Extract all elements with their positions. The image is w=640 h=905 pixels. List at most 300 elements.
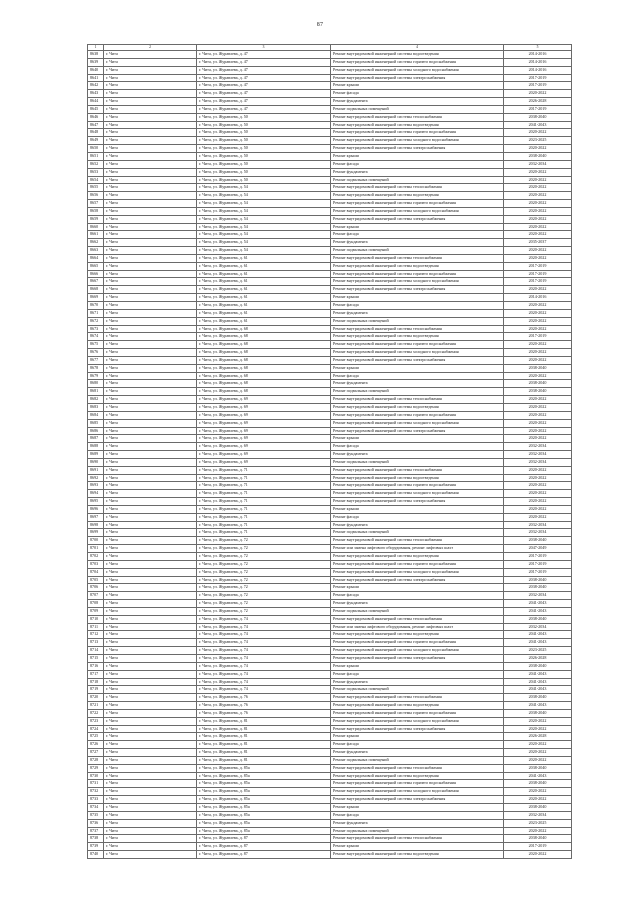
period-cell: 2014-2016 [504, 66, 572, 74]
address-cell: г. Чита, ул. Журавлева, д. 74 [197, 686, 331, 694]
address-cell: г. Чита, ул. Журавлева, д. 71 [197, 513, 331, 521]
period-cell: 2020-2022 [504, 756, 572, 764]
table-body [88, 51, 572, 859]
row-number-cell: 8699 [88, 529, 104, 537]
row-number-cell: 8658 [88, 207, 104, 215]
municipality-cell: г. Чита [104, 686, 197, 694]
address-cell: г. Чита, ул. Журавлева, д. 74 [197, 623, 331, 631]
work-type-cell: Ремонт подвальных помещений [331, 827, 504, 835]
period-cell: 2020-2022 [504, 176, 572, 184]
table-row [88, 592, 572, 600]
municipality-cell: г. Чита [104, 105, 197, 113]
table-row [88, 254, 572, 262]
work-type-cell: Ремонт крыши [331, 662, 504, 670]
table-row [88, 58, 572, 66]
work-type-cell: Ремонт крыши [331, 804, 504, 812]
address-cell: г. Чита, ул. Журавлева, д. 87 [197, 843, 331, 851]
row-number-cell: 8644 [88, 98, 104, 106]
address-cell: г. Чита, ул. Журавлева, д. 68 [197, 372, 331, 380]
row-number-cell: 8669 [88, 294, 104, 302]
period-cell: 2020-2022 [504, 200, 572, 208]
address-cell: г. Чита, ул. Журавлева, д. 69 [197, 427, 331, 435]
municipality-cell: г. Чита [104, 278, 197, 286]
work-type-cell: Ремонт внутридомовой инженерной системы горячего водоснабжения [331, 129, 504, 137]
period-cell: 2041-2043 [504, 121, 572, 129]
table-row [88, 639, 572, 647]
period-cell: 2020-2022 [504, 215, 572, 223]
row-number-cell: 8651 [88, 152, 104, 160]
municipality-cell: г. Чита [104, 113, 197, 121]
work-type-cell: Ремонт внутридомовой инженерной системы электроснабжения [331, 286, 504, 294]
table-row [88, 521, 572, 529]
period-cell: 2020-2022 [504, 482, 572, 490]
row-number-cell: 8668 [88, 286, 104, 294]
work-type-cell: Ремонт внутридомовой инженерной системы теплоснабжения [331, 396, 504, 404]
period-cell: 2017-2019 [504, 82, 572, 90]
work-type-cell: Ремонт подвальных помещений [331, 607, 504, 615]
municipality-cell: г. Чита [104, 380, 197, 388]
work-type-cell: Ремонт внутридомовой инженерной системы водоотведения [331, 333, 504, 341]
municipality-cell: г. Чита [104, 160, 197, 168]
row-number-cell: 8730 [88, 772, 104, 780]
table-row [88, 553, 572, 561]
table-row [88, 278, 572, 286]
period-cell: 2041-2043 [504, 607, 572, 615]
row-number-cell: 8685 [88, 419, 104, 427]
table-row [88, 607, 572, 615]
row-number-cell: 8694 [88, 490, 104, 498]
table-row [88, 262, 572, 270]
municipality-cell: г. Чита [104, 717, 197, 725]
row-number-cell: 8676 [88, 349, 104, 357]
municipality-cell: г. Чита [104, 780, 197, 788]
period-cell: 2032-2034 [504, 623, 572, 631]
address-cell: г. Чита, ул. Журавлева, д. 74 [197, 678, 331, 686]
municipality-cell: г. Чита [104, 529, 197, 537]
address-cell: г. Чита, ул. Журавлева, д. 72 [197, 545, 331, 553]
address-cell: г. Чита, ул. Журавлева, д. 54 [197, 239, 331, 247]
table-row [88, 356, 572, 364]
municipality-cell: г. Чита [104, 819, 197, 827]
address-cell: г. Чита, ул. Журавлева, д. 61 [197, 278, 331, 286]
row-number-cell: 8691 [88, 466, 104, 474]
address-cell: г. Чита, ул. Журавлева, д. 76 [197, 702, 331, 710]
table-row [88, 207, 572, 215]
row-number-cell: 8672 [88, 317, 104, 325]
row-number-cell: 8695 [88, 498, 104, 506]
period-cell: 2020-2022 [504, 168, 572, 176]
address-cell: г. Чита, ул. Журавлева, д. 54 [197, 231, 331, 239]
address-cell: г. Чита, ул. Журавлева, д. 87 [197, 851, 331, 859]
row-number-cell: 8670 [88, 302, 104, 310]
period-cell: 2020-2022 [504, 717, 572, 725]
row-number-cell: 8727 [88, 749, 104, 757]
table-row [88, 780, 572, 788]
row-number-cell: 8705 [88, 576, 104, 584]
table-row [88, 851, 572, 859]
work-type-cell: Ремонт внутридомовой инженерной системы водоотведения [331, 851, 504, 859]
work-type-cell: Ремонт подвальных помещений [331, 458, 504, 466]
work-type-cell: Ремонт внутридомовой инженерной системы водоотведения [331, 403, 504, 411]
work-type-cell: Ремонт фундамента [331, 168, 504, 176]
row-number-cell: 8653 [88, 168, 104, 176]
table-row [88, 827, 572, 835]
work-type-cell: Ремонт внутридомовой инженерной системы горячего водоснабжения [331, 341, 504, 349]
municipality-cell: г. Чита [104, 349, 197, 357]
work-type-cell: Ремонт фасада [331, 372, 504, 380]
work-type-cell: Ремонт внутридомовой инженерной системы горячего водоснабжения [331, 200, 504, 208]
row-number-cell: 8713 [88, 639, 104, 647]
row-number-cell: 8646 [88, 113, 104, 121]
municipality-cell: г. Чита [104, 82, 197, 90]
table-row [88, 788, 572, 796]
work-type-cell: Ремонт внутридомовой инженерной системы холодного водоснабжения [331, 490, 504, 498]
table-row [88, 90, 572, 98]
row-number-cell: 8736 [88, 819, 104, 827]
municipality-cell: г. Чита [104, 623, 197, 631]
municipality-cell: г. Чита [104, 764, 197, 772]
table-row [88, 215, 572, 223]
row-number-cell: 8716 [88, 662, 104, 670]
table-row [88, 584, 572, 592]
row-number-cell: 8674 [88, 333, 104, 341]
period-cell: 2020-2022 [504, 827, 572, 835]
table-row [88, 654, 572, 662]
municipality-cell: г. Чита [104, 639, 197, 647]
work-type-cell: Ремонт внутридомовой инженерной системы холодного водоснабжения [331, 419, 504, 427]
work-type-cell: Ремонт фасада [331, 90, 504, 98]
row-number-cell: 8675 [88, 341, 104, 349]
period-cell: 2038-2040 [504, 709, 572, 717]
work-type-cell: Ремонт внутридомовой инженерной системы теплоснабжения [331, 835, 504, 843]
address-cell: г. Чита, ул. Журавлева, д. 76 [197, 694, 331, 702]
address-cell: г. Чита, ул. Журавлева, д. 69 [197, 435, 331, 443]
period-cell: 2038-2040 [504, 804, 572, 812]
address-cell: г. Чита, ул. Журавлева, д. 69 [197, 419, 331, 427]
municipality-cell: г. Чита [104, 458, 197, 466]
row-number-cell: 8737 [88, 827, 104, 835]
period-cell: 2020-2022 [504, 325, 572, 333]
table-row [88, 286, 572, 294]
address-cell: г. Чита, ул. Журавлева, д. 85а [197, 780, 331, 788]
address-cell: г. Чита, ул. Журавлева, д. 61 [197, 294, 331, 302]
table-row [88, 835, 572, 843]
address-cell: г. Чита, ул. Журавлева, д. 71 [197, 521, 331, 529]
work-type-cell: Ремонт фасада [331, 513, 504, 521]
address-cell: г. Чита, ул. Журавлева, д. 68 [197, 325, 331, 333]
period-cell: 2017-2019 [504, 74, 572, 82]
work-type-cell: Ремонт внутридомовой инженерной системы электроснабжения [331, 654, 504, 662]
municipality-cell: г. Чита [104, 851, 197, 859]
period-cell: 2032-2034 [504, 451, 572, 459]
municipality-cell: г. Чита [104, 74, 197, 82]
period-cell: 2020-2022 [504, 254, 572, 262]
table-row [88, 702, 572, 710]
address-cell: г. Чита, ул. Журавлева, д. 72 [197, 607, 331, 615]
table-row [88, 129, 572, 137]
row-number-cell: 8679 [88, 372, 104, 380]
row-number-cell: 8733 [88, 796, 104, 804]
period-cell: 2017-2019 [504, 262, 572, 270]
address-cell: г. Чита, ул. Журавлева, д. 50 [197, 168, 331, 176]
table-row [88, 623, 572, 631]
table-row [88, 66, 572, 74]
work-type-cell: Ремонт внутридомовой инженерной системы теплоснабжения [331, 325, 504, 333]
table-row [88, 443, 572, 451]
table-row [88, 184, 572, 192]
municipality-cell: г. Чита [104, 702, 197, 710]
table-row [88, 302, 572, 310]
work-type-cell: Ремонт внутридомовой инженерной системы горячего водоснабжения [331, 270, 504, 278]
table-row [88, 341, 572, 349]
work-type-cell: Ремонт внутридомовой инженерной системы водоотведения [331, 631, 504, 639]
address-cell: г. Чита, ул. Журавлева, д. 71 [197, 529, 331, 537]
table-row [88, 600, 572, 608]
work-type-cell: Ремонт внутридомовой инженерной системы электроснабжения [331, 498, 504, 506]
municipality-cell: г. Чита [104, 662, 197, 670]
work-type-cell: Ремонт подвальных помещений [331, 756, 504, 764]
address-cell: г. Чита, ул. Журавлева, д. 61 [197, 270, 331, 278]
period-cell: 2041-2043 [504, 600, 572, 608]
period-cell: 2020-2022 [504, 341, 572, 349]
municipality-cell: г. Чита [104, 545, 197, 553]
work-type-cell: Ремонт подвальных помещений [331, 686, 504, 694]
row-number-cell: 8709 [88, 607, 104, 615]
period-cell: 2020-2022 [504, 796, 572, 804]
address-cell: г. Чита, ул. Журавлева, д. 74 [197, 670, 331, 678]
period-cell: 2032-2034 [504, 443, 572, 451]
municipality-cell: г. Чита [104, 553, 197, 561]
municipality-cell: г. Чита [104, 435, 197, 443]
period-cell: 2032-2034 [504, 592, 572, 600]
period-cell: 2041-2043 [504, 631, 572, 639]
period-cell: 2041-2043 [504, 702, 572, 710]
table-row [88, 451, 572, 459]
table-row [88, 113, 572, 121]
table-row [88, 317, 572, 325]
period-cell: 2038-2040 [504, 388, 572, 396]
table-row [88, 388, 572, 396]
work-type-cell: Ремонт внутридомовой инженерной системы водоотведения [331, 51, 504, 59]
municipality-cell: г. Чита [104, 51, 197, 59]
period-cell: 2020-2022 [504, 474, 572, 482]
period-cell: 2038-2040 [504, 764, 572, 772]
municipality-cell: г. Чита [104, 474, 197, 482]
period-cell: 2020-2022 [504, 192, 572, 200]
work-type-cell: Ремонт внутридомовой инженерной системы теплоснабжения [331, 184, 504, 192]
address-cell: г. Чита, ул. Журавлева, д. 85а [197, 804, 331, 812]
municipality-cell: г. Чита [104, 254, 197, 262]
municipality-cell: г. Чита [104, 145, 197, 153]
row-number-cell: 8740 [88, 851, 104, 859]
table-row [88, 670, 572, 678]
municipality-cell: г. Чита [104, 576, 197, 584]
row-number-cell: 8673 [88, 325, 104, 333]
address-cell: г. Чита, ул. Журавлева, д. 68 [197, 364, 331, 372]
work-type-cell: Ремонт внутридомовой инженерной системы электроснабжения [331, 796, 504, 804]
row-number-cell: 8647 [88, 121, 104, 129]
row-number-cell: 8692 [88, 474, 104, 482]
row-number-cell: 8725 [88, 733, 104, 741]
municipality-cell: г. Чита [104, 286, 197, 294]
work-type-cell: Ремонт внутридомовой инженерной системы горячего водоснабжения [331, 639, 504, 647]
row-number-cell: 8662 [88, 239, 104, 247]
table-row [88, 176, 572, 184]
municipality-cell: г. Чита [104, 451, 197, 459]
address-cell: г. Чита, ул. Журавлева, д. 54 [197, 184, 331, 192]
row-number-cell: 8665 [88, 262, 104, 270]
work-type-cell: Ремонт крыши [331, 223, 504, 231]
work-type-cell: Ремонт фундамента [331, 819, 504, 827]
table-row [88, 678, 572, 686]
municipality-cell: г. Чита [104, 756, 197, 764]
municipality-cell: г. Чита [104, 749, 197, 757]
period-cell: 2041-2043 [504, 686, 572, 694]
address-cell: г. Чита, ул. Журавлева, д. 85а [197, 796, 331, 804]
address-cell: г. Чита, ул. Журавлева, д. 50 [197, 160, 331, 168]
address-cell: г. Чита, ул. Журавлева, д. 61 [197, 286, 331, 294]
municipality-cell: г. Чита [104, 647, 197, 655]
table-row [88, 490, 572, 498]
work-type-cell: Ремонт внутридомовой инженерной системы электроснабжения [331, 576, 504, 584]
municipality-cell: г. Чита [104, 333, 197, 341]
work-type-cell: Ремонт внутридомовой инженерной системы водоотведения [331, 474, 504, 482]
address-cell: г. Чита, ул. Журавлева, д. 72 [197, 553, 331, 561]
work-type-cell: Ремонт подвальных помещений [331, 388, 504, 396]
table-row [88, 231, 572, 239]
row-number-cell: 8688 [88, 443, 104, 451]
municipality-cell: г. Чита [104, 670, 197, 678]
work-type-cell: Ремонт внутридомовой инженерной системы электроснабжения [331, 356, 504, 364]
work-type-cell: Ремонт внутридомовой инженерной системы электроснабжения [331, 215, 504, 223]
row-number-cell: 8701 [88, 545, 104, 553]
work-type-cell: Ремонт внутридомовой инженерной системы водоотведения [331, 262, 504, 270]
row-number-cell: 8654 [88, 176, 104, 184]
work-type-cell: Ремонт внутридомовой инженерной системы горячего водоснабжения [331, 780, 504, 788]
address-cell: г. Чита, ул. Журавлева, д. 50 [197, 121, 331, 129]
period-cell: 2041-2043 [504, 678, 572, 686]
municipality-cell: г. Чита [104, 200, 197, 208]
municipality-cell: г. Чита [104, 66, 197, 74]
row-number-cell: 8708 [88, 600, 104, 608]
municipality-cell: г. Чита [104, 90, 197, 98]
work-type-cell: Ремонт внутридомовой инженерной системы водоотведения [331, 553, 504, 561]
row-number-cell: 8707 [88, 592, 104, 600]
table-row [88, 435, 572, 443]
period-cell: 2020-2022 [504, 302, 572, 310]
address-cell: г. Чита, ул. Журавлева, д. 85а [197, 764, 331, 772]
work-type-cell: Ремонт внутридомовой инженерной системы холодного водоснабжения [331, 207, 504, 215]
row-number-cell: 8718 [88, 678, 104, 686]
address-cell: г. Чита, ул. Журавлева, д. 47 [197, 51, 331, 59]
row-number-cell: 8710 [88, 615, 104, 623]
municipality-cell: г. Чита [104, 600, 197, 608]
row-number-cell: 8739 [88, 843, 104, 851]
municipality-cell: г. Чита [104, 466, 197, 474]
table-row [88, 756, 572, 764]
address-cell: г. Чита, ул. Журавлева, д. 68 [197, 349, 331, 357]
municipality-cell: г. Чита [104, 560, 197, 568]
address-cell: г. Чита, ул. Журавлева, д. 61 [197, 309, 331, 317]
address-cell: г. Чита, ул. Журавлева, д. 71 [197, 498, 331, 506]
municipality-cell: г. Чита [104, 121, 197, 129]
row-number-cell: 8704 [88, 568, 104, 576]
address-cell: г. Чита, ул. Журавлева, д. 50 [197, 113, 331, 121]
row-number-cell: 8655 [88, 184, 104, 192]
table-row [88, 137, 572, 145]
period-cell: 2026-2028 [504, 654, 572, 662]
address-cell: г. Чита, ул. Журавлева, д. 61 [197, 262, 331, 270]
municipality-cell: г. Чита [104, 513, 197, 521]
table-row [88, 505, 572, 513]
work-type-cell: Ремонт внутридомовой инженерной системы холодного водоснабжения [331, 647, 504, 655]
work-type-cell: Ремонт внутридомовой инженерной системы холодного водоснабжения [331, 788, 504, 796]
work-type-cell: Ремонт внутридомовой инженерной системы холодного водоснабжения [331, 278, 504, 286]
address-cell: г. Чита, ул. Журавлева, д. 72 [197, 576, 331, 584]
period-cell: 2020-2022 [504, 435, 572, 443]
period-cell: 2032-2034 [504, 521, 572, 529]
table-row [88, 537, 572, 545]
table-row [88, 364, 572, 372]
period-cell: 2035-2037 [504, 239, 572, 247]
table-row [88, 694, 572, 702]
work-type-cell: Ремонт фундамента [331, 309, 504, 317]
period-cell: 2038-2040 [504, 364, 572, 372]
address-cell: г. Чита, ул. Журавлева, д. 87 [197, 835, 331, 843]
period-cell: 2020-2022 [504, 207, 572, 215]
header-municipality: 2 [104, 45, 197, 51]
work-type-cell: Ремонт крыши [331, 733, 504, 741]
row-number-cell: 8706 [88, 584, 104, 592]
work-type-cell: Ремонт внутридомовой инженерной системы холодного водоснабжения [331, 568, 504, 576]
table-row [88, 160, 572, 168]
row-number-cell: 8680 [88, 380, 104, 388]
municipality-cell: г. Чита [104, 584, 197, 592]
work-type-cell: Ремонт фасада [331, 302, 504, 310]
address-cell: г. Чита, ул. Журавлева, д. 81 [197, 733, 331, 741]
address-cell: г. Чита, ул. Журавлева, д. 68 [197, 380, 331, 388]
row-number-cell: 8689 [88, 451, 104, 459]
period-cell: 2032-2034 [504, 160, 572, 168]
period-cell: 2014-2016 [504, 58, 572, 66]
row-number-cell: 8729 [88, 764, 104, 772]
row-number-cell: 8714 [88, 647, 104, 655]
municipality-cell: г. Чита [104, 247, 197, 255]
address-cell: г. Чита, ул. Журавлева, д. 68 [197, 341, 331, 349]
work-type-cell: Ремонт крыши [331, 843, 504, 851]
period-cell: 2032-2034 [504, 458, 572, 466]
municipality-cell: г. Чита [104, 804, 197, 812]
period-cell: 2038-2040 [504, 615, 572, 623]
address-cell: г. Чита, ул. Журавлева, д. 50 [197, 137, 331, 145]
municipality-cell: г. Чита [104, 231, 197, 239]
municipality-cell: г. Чита [104, 654, 197, 662]
period-cell: 2023-2025 [504, 819, 572, 827]
row-number-cell: 8657 [88, 200, 104, 208]
work-type-cell: Ремонт фасада [331, 231, 504, 239]
address-cell: г. Чита, ул. Журавлева, д. 81 [197, 756, 331, 764]
municipality-cell: г. Чита [104, 137, 197, 145]
table-row [88, 82, 572, 90]
table-row [88, 309, 572, 317]
address-cell: г. Чита, ул. Журавлева, д. 47 [197, 98, 331, 106]
municipality-cell: г. Чита [104, 427, 197, 435]
period-cell: 2020-2022 [504, 725, 572, 733]
work-type-cell: Ремонт внутридомовой инженерной системы теплоснабжения [331, 113, 504, 121]
address-cell: г. Чита, ул. Журавлева, д. 81 [197, 749, 331, 757]
municipality-cell: г. Чита [104, 694, 197, 702]
work-type-cell: Ремонт фасада [331, 670, 504, 678]
